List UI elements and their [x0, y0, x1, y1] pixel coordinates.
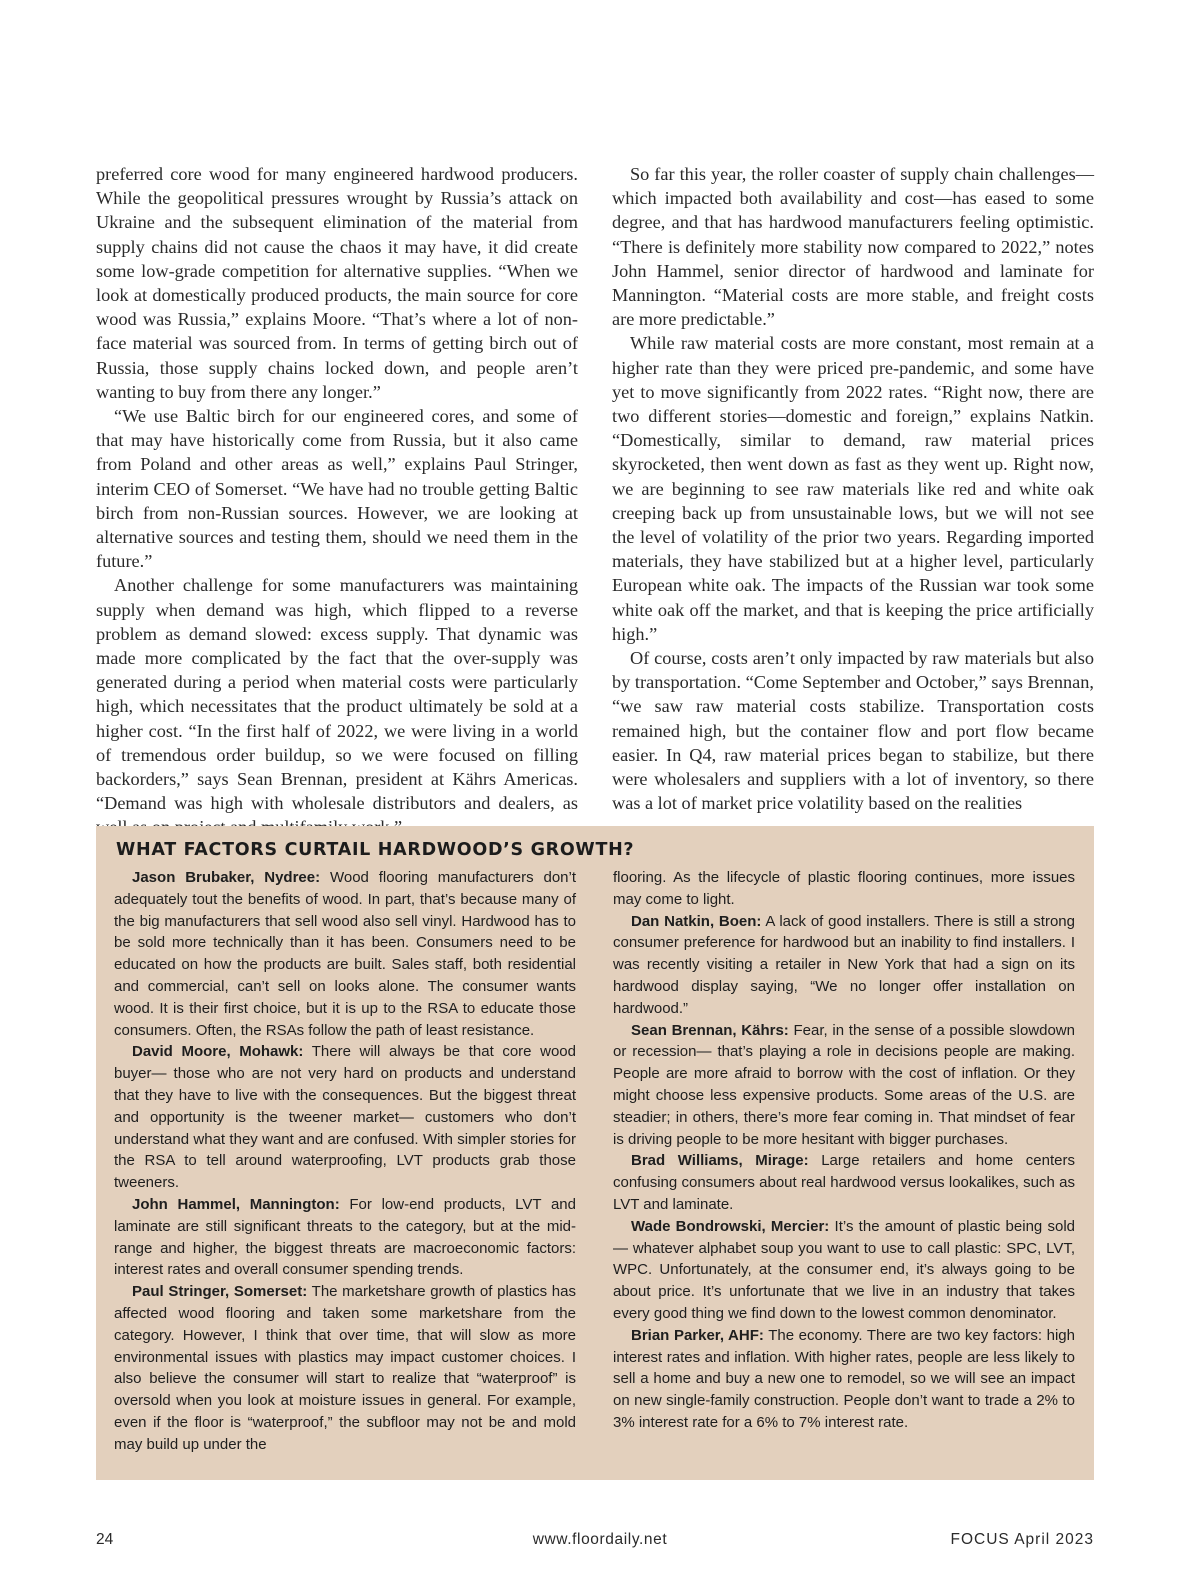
- article-paragraph: preferred core wood for many engineered hardwood producers. While the geopolitical pressures wrought by Russia’s attack on Ukraine and the subsequent elimination of the material from supply chains did not cause the chaos it may have, it did create some low-grade competition for alternative supplies. “When we look at domestically produced products, the main source for core wood was Russia,” explains Moore. “That’s where a lot of non-face material was sourced from. In terms of getting birch out of Russia, those supply chains locked down, and people aren’t wanting to buy from there any longer.”: [96, 164, 578, 402]
- quote-text: Large retailers and home centers confusing consumers about real hardwood versus lookalikes, such as LVT and laminate.: [613, 1152, 1075, 1213]
- quote-text: Fear, in the sense of a possible slowdown or recession— that’s playing a role in decisions people are making. People are more afraid to borrow with the cost of inflation. Or they might choose less expensive products. Some areas of the U.S. are steadier; in others, there’s more fear coming in. That mindset of fear is driving people to be more hesitant with bigger purchases.: [613, 1021, 1075, 1148]
- quote-paragraph: [114, 1041, 576, 1194]
- speaker-name: Wade Bondrowski, Mercier:: [631, 1217, 830, 1235]
- quote-paragraph: [613, 1325, 1075, 1434]
- article-paragraph: Of course, costs aren’t only impacted by raw materials but also by transportation. “Come September and October,” says Brennan, “we saw raw material costs stabilize. Transportation costs remained high, but the container flow and port flow became easier. In Q4, raw material prices began to stabilize, but there were wholesalers and suppliers with a lot of inventory, so there was a lot of market price volatility based on the realities: [612, 648, 1094, 814]
- article-paragraph: “We use Baltic birch for our engineered cores, and some of that may have historically come from Russia, but it also came from Poland and other areas as well,” explains Paul Stringer, interim CEO of Somerset. “We have had no trouble getting Baltic birch from non-Russian sources. However, we are looking at alternative sources and testing them, should we need them in the future.”: [96, 406, 578, 572]
- sidebar-column-left: [114, 867, 576, 1456]
- sidebar-column-right: [613, 867, 1075, 1434]
- speaker-name: Paul Stringer, Somerset:: [132, 1283, 308, 1301]
- speaker-name: David Moore, Mohawk:: [132, 1043, 304, 1061]
- quote-paragraph: [114, 867, 576, 1041]
- article-paragraph: Another challenge for some manufacturers was maintaining supply when demand was high, which flipped to a reverse problem as demand slowed: excess supply. That dynamic was made more complicated by the fact that the over-supply was generated during a period when material costs were particularly high, which necessitates that the product ultimately be sold at a higher cost. “In the first half of 2022, we were living in a world of tremendous order buildup, so we were focused on filling backorders,” says Sean Brennan, president at Kährs Americas. “Demand was high with wholesale distributors and dealers, as: [96, 575, 578, 814]
- article-paragraph: While raw material costs are more constant, most remain at a higher rate than they were priced pre-pandemic, and some have yet to move significantly from 2022 rates. “Right now, there are two different stories—domestic and foreign,” explains Natkin. “Domestically, similar to demand, raw material prices skyrocketed, then went down as fast as they went up. Right now, we are beginning to see raw materials like red and white oak creeping back up from unsustainable lows, but we will not see the level of volatility of the prior two years. Regarding imported materials, they have stabilized but at a higher level, particularly European white oak. The impacts of the Russian war took some white oak off the market, and that is keeping the price artificially high.”: [612, 333, 1094, 644]
- speaker-name: Jason Brubaker, Nydree:: [132, 869, 321, 886]
- quote-paragraph: [613, 1216, 1075, 1325]
- quote-text: A lack of good installers. There is still a strong consumer preference for hardwood but an inability to find installers. I was recently visiting a retailer in New York that had a sign on its hardwood display saying, “We no longer offer installation on hardwood.”: [613, 912, 1075, 1017]
- quote-text: It’s the amount of plastic being sold— whatever alphabet soup you want to use to call plastic: SPC, LVT, WPC. Unfortunately, at the consumer end, it’s always going to be about price. It’s unfortunate that we live in an industry that takes every good thing we find down to the lowest common denominator.: [613, 1217, 1076, 1322]
- publication-issue: FOCUS April 2023: [950, 1531, 1094, 1548]
- article-column-left: [96, 162, 578, 840]
- quote-paragraph: [613, 1150, 1075, 1215]
- quote-text: The economy. There are two key factors: high interest rates and inflation. With higher rates, people are less likely to sell a home and buy a new one to remodel, so we will see an impact on new single-family construction. People don’t want to trade a 2% to 3% interest rate for a 6% to 7% interest rate.: [613, 1326, 1075, 1431]
- quote-text: Wood flooring manufacturers don’t adequately tout the benefits of wood. In part, that’s because many of the big manufacturers that sell wood also sell vinyl. Hardwood has to be sold more technically than it has been. Consumers need to be educated on how the products are built. Sales staff, both residential and commercial, can’t sell on looks alone. The consumer wants wood. It is their first choice, but it is up to the RSA to educate those consumers. Often, the RSAs follow the path of least resistance.: [114, 869, 577, 1039]
- quote-continuation: flooring. As the lifecycle of plastic flooring continues, more issues may come to light.: [613, 869, 1075, 908]
- quote-paragraph: [114, 1194, 576, 1281]
- article-column-right: [612, 162, 1094, 815]
- article-paragraph: So far this year, the roller coaster of supply chain challenges—which impacted both availability and cost—has eased to some degree, and that has hardwood manufacturers feeling optimistic. “There is definitely more stability now compared to 2022,” notes John Hammel, senior director of hardwood and laminate for Mannington. “Material costs are more stable, and freight costs are more predictable.”: [612, 164, 1094, 330]
- quote-paragraph: [613, 1020, 1075, 1151]
- quote-text: There will always be that core wood buyer— those who are not very hard on products and understand that they have to live with the consequences. But the biggest threat and opportunity is the tweener market— customers who don’t understand what they want and are confused. With simpler stories for the RSA to tell around waterproofing, LVT products grab those tweeners.: [114, 1043, 576, 1192]
- speaker-name: Brad Williams, Mirage:: [631, 1152, 809, 1170]
- speaker-name: Dan Natkin, Boen:: [631, 912, 762, 930]
- quote-paragraph: [114, 1281, 576, 1455]
- speaker-name: Brian Parker, AHF:: [631, 1326, 764, 1344]
- sidebar-box: [96, 826, 1094, 1480]
- speaker-name: Sean Brennan, Kährs:: [631, 1021, 789, 1039]
- speaker-name: John Hammel, Mannington:: [132, 1195, 340, 1213]
- footer-url[interactable]: www.floordaily.net: [532, 1531, 668, 1548]
- quote-text: The marketshare growth of plastics has affected wood flooring and taken some marketshare from the category. However, I think that over time, that will slow as more environmental issues with plastics may impact customer choices. I also believe the consumer will start to realize that “waterproof” is oversold when you look at moisture issues in general. For example, even if the floor is “waterproof,” the subfloor may not be and mold may build up under the: [114, 1283, 576, 1453]
- quote-text: For low-end products, LVT and laminate are still significant threats to the category, but at the mid-range and higher, the biggest threats are macroeconomic factors: interest rates and overall consumer spending trends.: [114, 1195, 576, 1279]
- page-number: 24: [96, 1531, 114, 1548]
- sidebar-title: WHAT FACTORS CURTAIL HARDWOOD’S GROWTH?: [116, 840, 635, 860]
- quote-paragraph: [613, 911, 1075, 1020]
